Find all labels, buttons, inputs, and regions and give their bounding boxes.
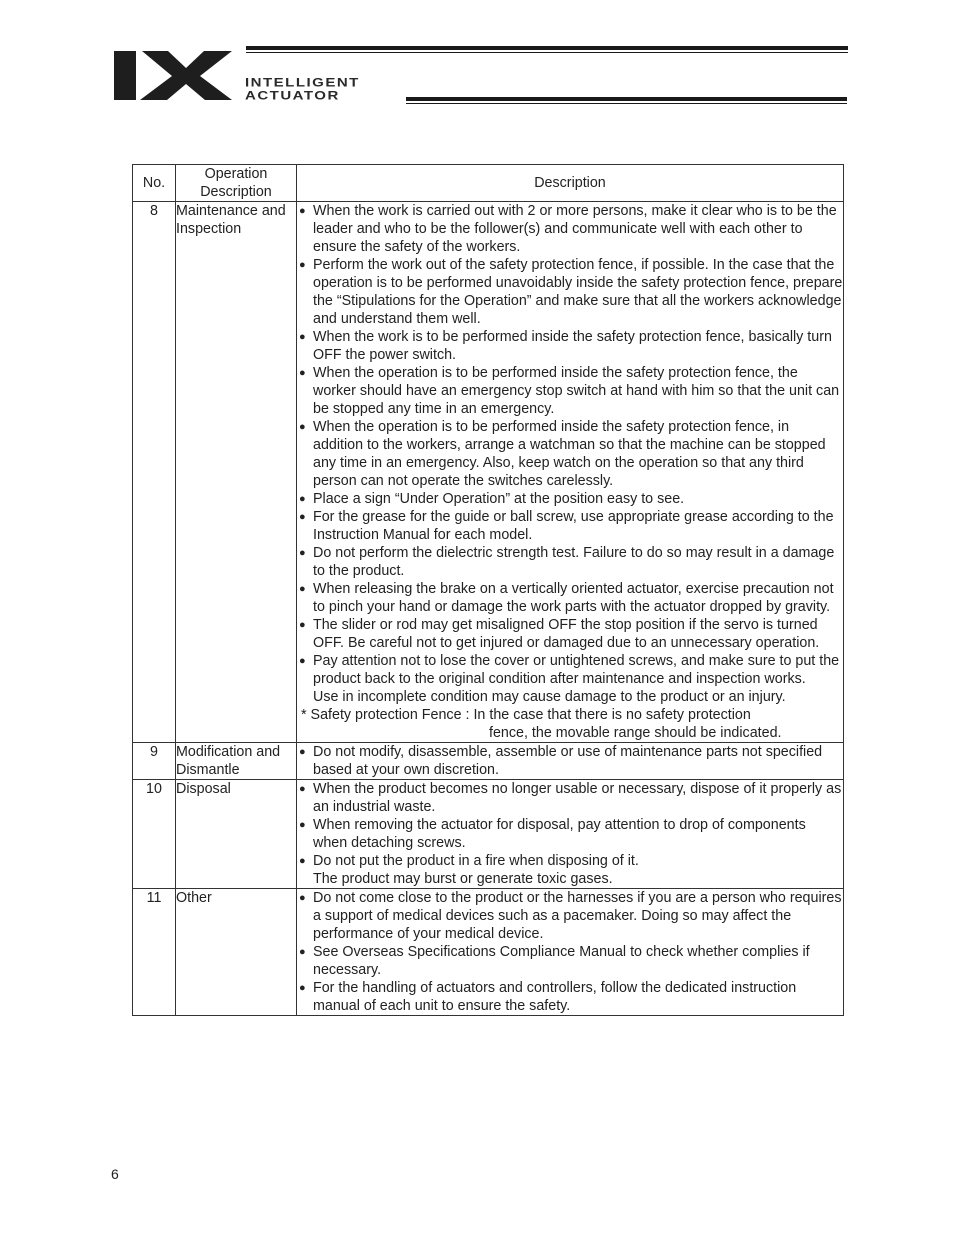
table-row	[133, 743, 844, 780]
bullet-icon: ●	[299, 783, 306, 795]
header-description: Description	[297, 165, 844, 202]
header-rule-top-thin	[246, 52, 848, 53]
table-header-row	[133, 165, 844, 202]
bullet-icon: ●	[299, 511, 306, 523]
row-operation: Other	[176, 889, 297, 1016]
header-rule-bottom-thin	[406, 103, 847, 104]
table-row	[133, 202, 844, 743]
row-operation: Modification and Dismantle	[176, 743, 297, 780]
brand-line-intelligent: INTELLIGENT	[245, 76, 360, 90]
list-item: ● When the operation is to be performed inside the safety protection fence, in addition to the workers, arrange a watchman so that the machine can be stopped any time in an emergency. Also, keep watch on the operation so that any third person can not operate the switches carelessly.	[299, 419, 826, 489]
safety-precautions-table	[132, 164, 844, 1016]
bullet-icon: ●	[299, 655, 306, 667]
list-item: ● Pay attention not to lose the cover or untightened screws, and make sure to put the product back to the original condition after maintenance and inspection works. Use in incomplete condition may cause damage to the product or an injury.	[297, 652, 843, 706]
item-continuation: The product may burst or generate toxic gases.	[313, 871, 613, 887]
row-description	[297, 743, 844, 780]
row-description	[297, 889, 844, 1016]
list-item: ● Perform the work out of the safety protection fence, if possible. In the case that the operation is to be performed unavoidably inside the safety protection fence, prepare the “Stipulations for the Operation” and make sure that all the workers acknowledge and understand them well.	[299, 257, 843, 327]
header-rule-top	[246, 46, 848, 50]
list-item: ● When the work is carried out with 2 or more persons, make it clear who is to be the leader and who to be the follower(s) and communicate well with each other to ensure the safety of the workers.	[299, 203, 837, 255]
bullet-icon: ●	[299, 746, 306, 758]
list-item: ● Do not put the product in a fire when disposing of it. The product may burst or generate toxic gases.	[297, 852, 843, 888]
list-item: ● For the grease for the guide or ball screw, use appropriate grease according to the Instruction Manual for each model.	[299, 509, 834, 543]
bullet-list	[297, 743, 843, 779]
bullet-icon: ●	[299, 583, 306, 595]
bullet-icon: ●	[299, 259, 306, 271]
bullet-list	[297, 780, 843, 888]
table-row	[133, 780, 844, 889]
bullet-list	[297, 889, 843, 1015]
bullet-icon: ●	[299, 547, 306, 559]
table-row	[133, 889, 844, 1016]
bullet-icon: ●	[299, 205, 306, 217]
list-item: ● See Overseas Specifications Compliance Manual to check whether complies if necessary.	[299, 944, 810, 978]
row-operation: Disposal	[176, 780, 297, 889]
row-number: 11	[133, 889, 176, 1016]
bullet-icon: ●	[299, 367, 306, 379]
list-item: ● When releasing the brake on a vertically oriented actuator, exercise precaution not to pinch your hand or damage the work parts with the actuator dropped by gravity.	[299, 581, 834, 615]
list-item: ● The slider or rod may get misaligned OFF the stop position if the servo is turned OFF. Be careful not to get injured or damaged due to an unnecessary operation.	[299, 617, 820, 651]
ix-logo-mark	[112, 46, 237, 102]
list-item: ● Do not perform the dielectric strength test. Failure to do so may result in a damage to the product.	[299, 545, 835, 579]
row-number: 9	[133, 743, 176, 780]
bullet-icon: ●	[299, 946, 306, 958]
row-number: 8	[133, 202, 176, 743]
list-item: ● When the operation is to be performed inside the safety protection fence, the worker should have an emergency stop switch at hand with him so that the unit can be stopped any time in an emergency.	[299, 365, 840, 417]
row-operation: Maintenance and Inspection	[176, 202, 297, 743]
bullet-icon: ●	[299, 855, 306, 867]
bullet-icon: ●	[299, 421, 306, 433]
bullet-list	[297, 202, 843, 706]
page-number: 6	[111, 1166, 119, 1182]
list-item: ● Do not come close to the product or the harnesses if you are a person who requires a support of medical devices such as a pacemaker. Doing so may affect the performance of your medical device.	[299, 890, 842, 942]
row-description	[297, 780, 844, 889]
item-continuation: Use in incomplete condition may cause damage to the product or an injury.	[313, 689, 786, 705]
bullet-icon: ●	[299, 892, 306, 904]
header-no: No.	[133, 165, 176, 202]
list-item: ● Do not modify, disassemble, assemble or use of maintenance parts not specified based at your own discretion.	[299, 744, 823, 778]
bullet-icon: ●	[299, 982, 306, 994]
header-rule-bottom	[406, 97, 847, 101]
fence-note: * Safety protection Fence : In the case that there is no safety protection	[301, 707, 751, 723]
brand-line-actuator: ACTUATOR	[245, 89, 340, 103]
row-description	[297, 202, 844, 743]
fence-note-continuation: fence, the movable range should be indicated.	[489, 725, 782, 741]
list-item: ● For the handling of actuators and controllers, follow the dedicated instruction manual of each unit to ensure the safety.	[299, 980, 797, 1014]
list-item: ● When the work is to be performed inside the safety protection fence, basically turn OFF the power switch.	[299, 329, 832, 363]
bullet-icon: ●	[299, 493, 306, 505]
list-item: ● Place a sign “Under Operation” at the position easy to see.	[299, 491, 685, 507]
list-item: ● When the product becomes no longer usable or necessary, dispose of it properly as an industrial waste.	[299, 781, 842, 815]
row-number: 10	[133, 780, 176, 889]
bullet-icon: ●	[299, 331, 306, 343]
bullet-icon: ●	[299, 619, 306, 631]
list-item: ● When removing the actuator for disposal, pay attention to drop of components when detaching screws.	[299, 817, 806, 851]
bullet-icon: ●	[299, 819, 306, 831]
header-operation: Operation Description	[176, 165, 297, 202]
